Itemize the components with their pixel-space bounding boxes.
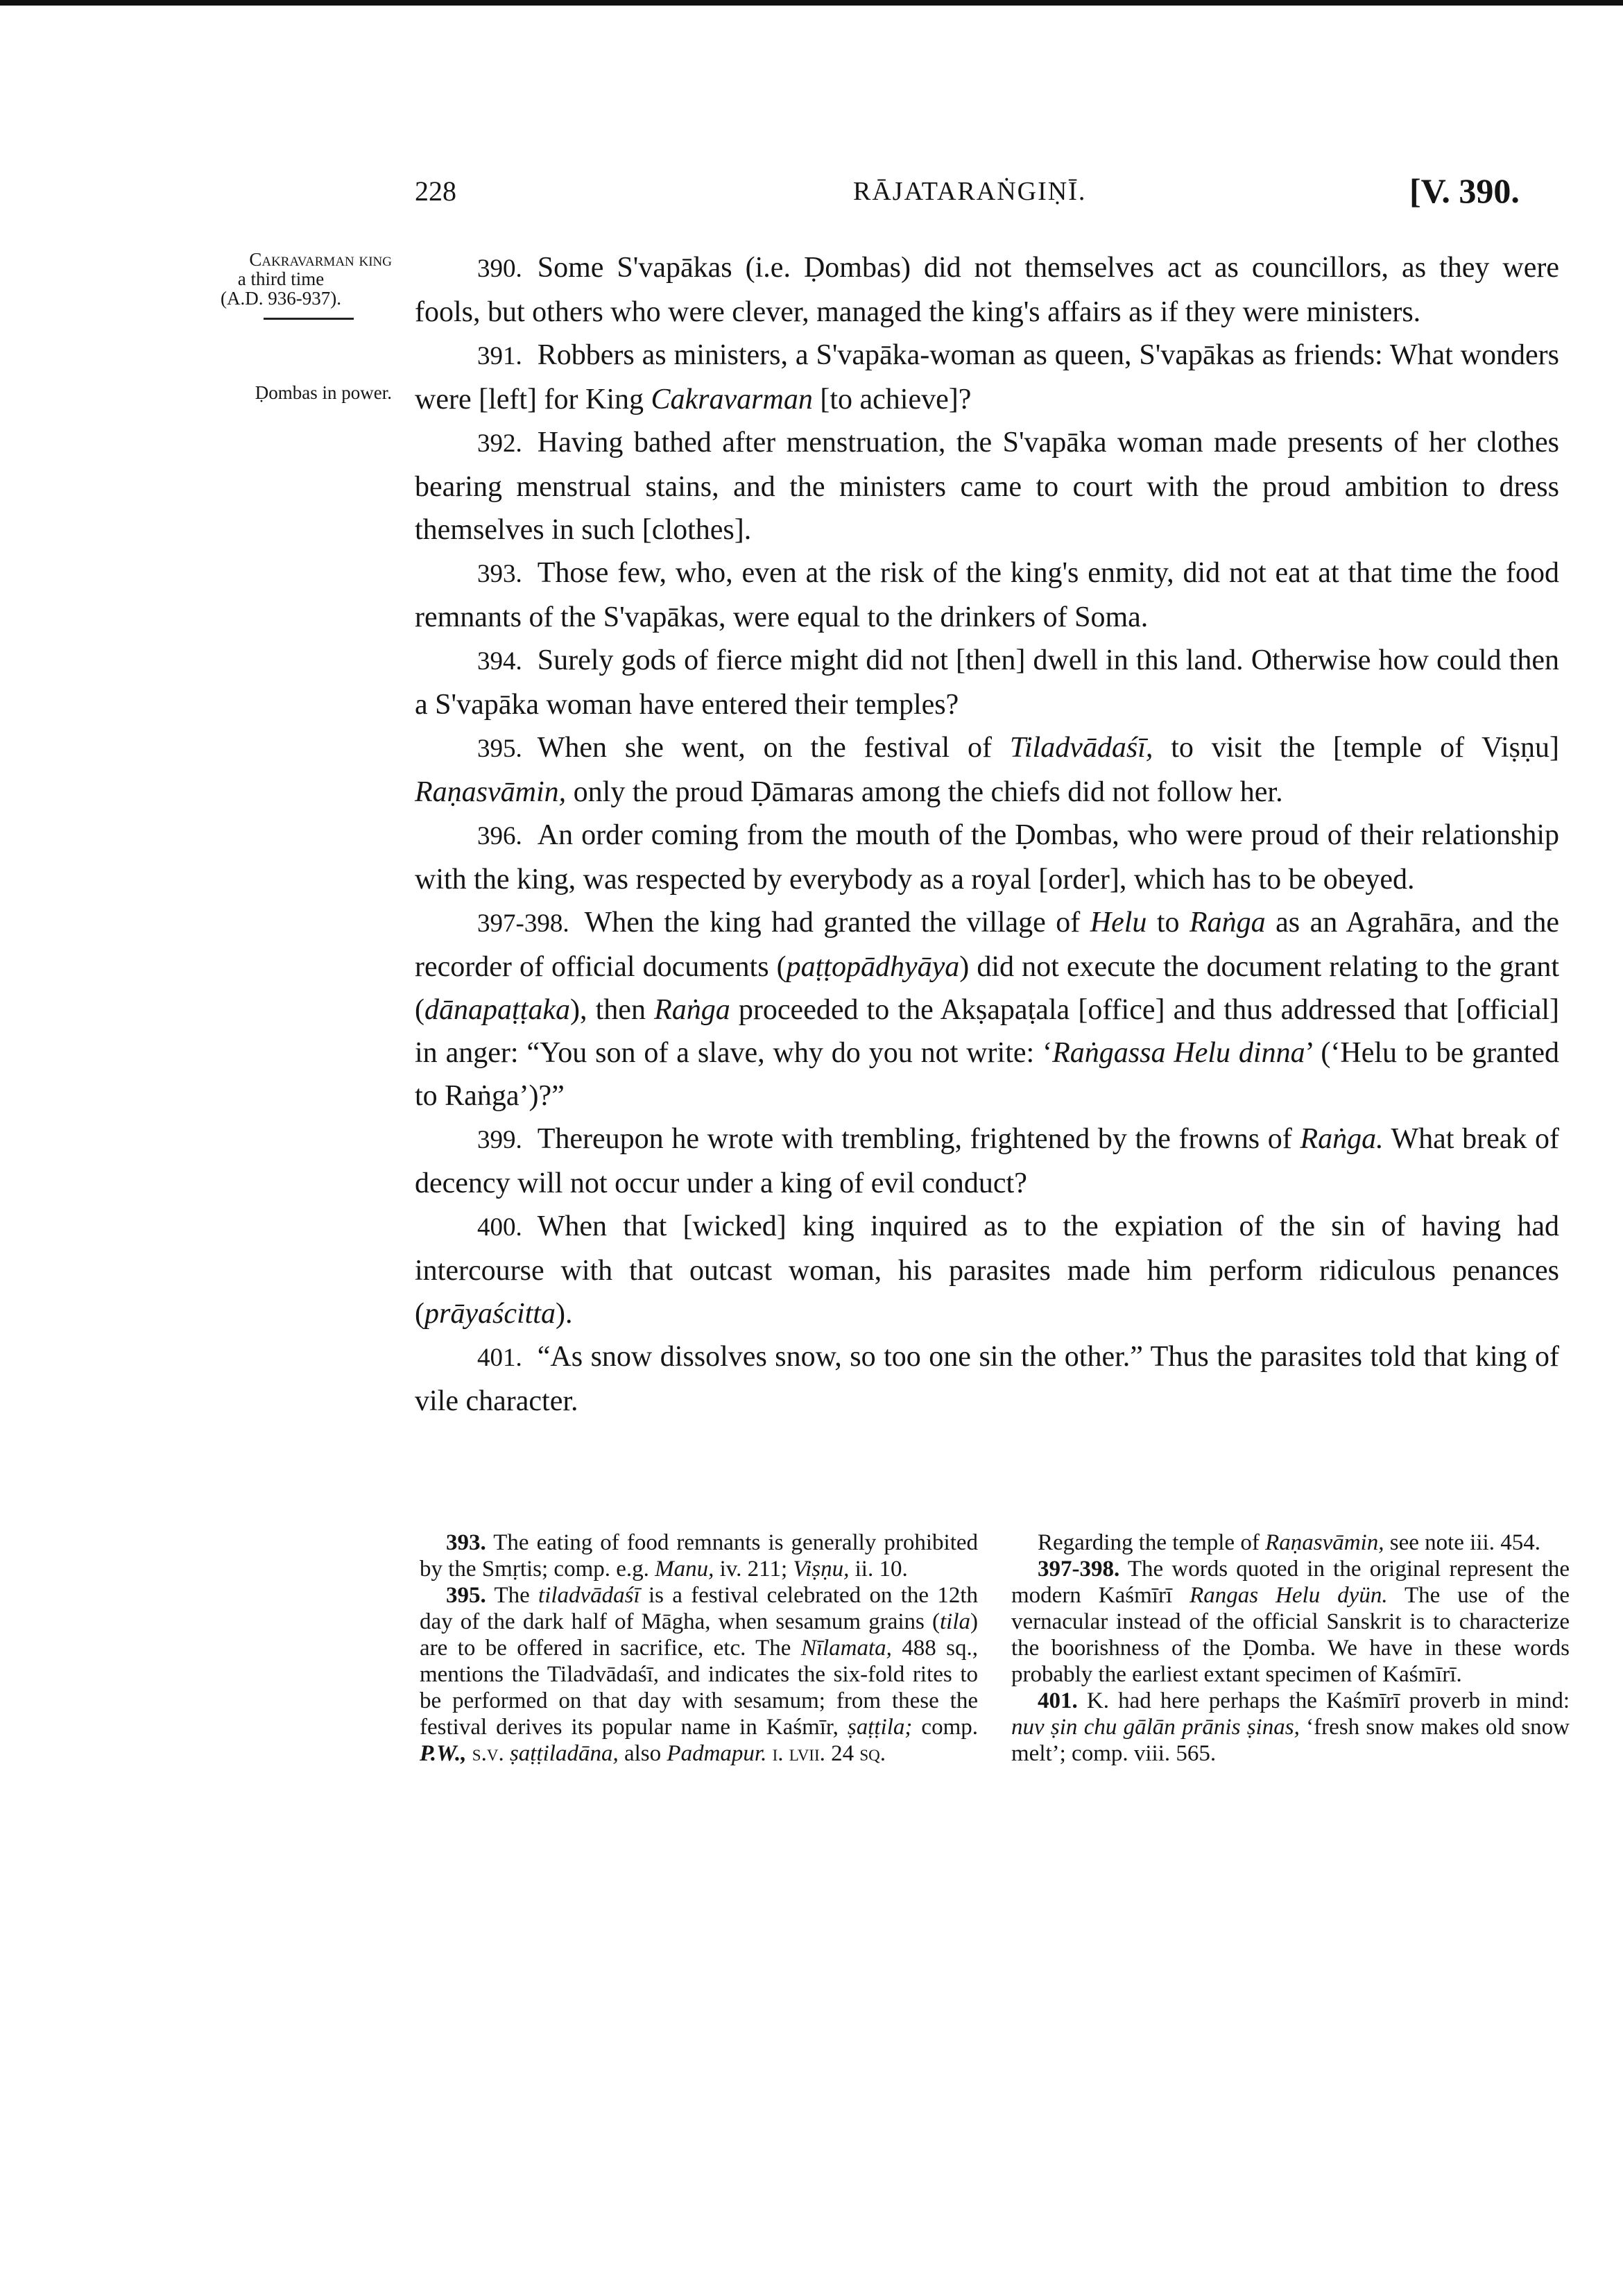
- verse: 393. Those few, who, even at the risk of the king's enmity, did not eat at that time the food remnants of the S'vapākas, were equal to the drinkers of Soma.: [415, 557, 1559, 633]
- verse: 392. Having bathed after menstruation, the S'vapāka woman made presents of her clothes bearing menstrual stains, and the ministers came to court with the proud ambition to dress themselves in such [clothes].: [415, 427, 1559, 546]
- footnote-continuation: Regarding the temple of Raṇasvāmin, see note iii. 454.: [1038, 1530, 1540, 1555]
- verse-number: 393.: [477, 560, 522, 588]
- verse: 399. Thereupon he wrote with trembling, frightened by the frowns of Raṅga. What break of decency will not occur under a king of evil conduct?: [415, 1123, 1559, 1199]
- verse: 394. Surely gods of fierce might did not [then] dwell in this land. Otherwise how could then a S'vapāka woman have entered their temples?: [415, 644, 1559, 721]
- footnote: 393. The eating of food remnants is generally prohibited by the Smṛtis; comp. e.g. Manu, iv. 211; Viṣṇu, ii. 10.: [420, 1530, 979, 1582]
- verse-number: 397-398.: [477, 909, 569, 938]
- verse: 391. Robbers as ministers, a S'vapāka-woman as queen, S'vapākas as friends: What wonders were [left] for King Cakravarman [to achieve]?: [415, 339, 1559, 415]
- margin-note-line: (A.D. 936-937).: [221, 288, 341, 309]
- verse-number: 396.: [477, 822, 522, 850]
- verse: 395. When she went, on the festival of Tiladvādaśī, to visit the [temple of Viṣṇu] Raṇasvāmin, only the proud Ḍāmaras among the chiefs did not follow her.: [415, 732, 1559, 808]
- section-reference: [V. 390.: [1409, 171, 1520, 210]
- footnote: 395. The tiladvādaśī is a festival celebrated on the 12th day of the dark half of Māgha, when sesamum grains (tila) are to be offered in sacrifice, etc. The Nīlamata, 488 sq., mentions the Tiladvādaśī, and indicates the six-fold rites to be performed on that day with sesamum; from these the festival derives its popular name in Kaśmīr, ṣaṭṭila; comp. P.W., s.v. ṣaṭṭiladāna, also Padmapur. i. lvii. 24 sq.: [420, 1583, 979, 1766]
- verse: 390. Some S'vapākas (i.e. Ḍombas) did not themselves act as councillors, as they were fools, but others who were clever, managed the king's affairs as if they were ministers.: [415, 252, 1559, 328]
- margin-note-line: a third time: [237, 268, 325, 289]
- margin-note-text: Ḍombas in power.: [255, 382, 392, 403]
- footnote-number: 401.: [1038, 1688, 1078, 1713]
- scan-border: [0, 0, 1623, 6]
- footnote: 401. K. had here perhaps the Kaśmīrī proverb in mind: nuv ṣin chu gālān prānis ṣinas, ‘fresh snow makes old snow melt’; comp. viii. 565.: [1011, 1688, 1570, 1766]
- running-header: [0, 171, 1623, 216]
- margin-note-cakravarman: [156, 250, 392, 320]
- verse: 397-398. When the king had granted the village of Helu to Raṅga as an Agrahāra, and the recorder of official documents (paṭṭopādhyāya) did not execute the document relating to the grant (dānapaṭṭaka), then Raṅga proceeded to the Akṣapaṭala [office] and thus addressed that [official] in anger: “You son of a slave, why do you not write: ‘Raṅgassa Helu dinna’ (‘Helu to be granted to Raṅga’)?”: [415, 907, 1560, 1112]
- footnote-number: 397-398.: [1038, 1557, 1120, 1582]
- verse-number: 395.: [477, 735, 522, 763]
- running-title: RĀJATARAṄGIṆĪ.: [853, 177, 1087, 206]
- verse-number: 399.: [477, 1126, 522, 1154]
- margin-note-dombas: [156, 383, 392, 402]
- page-number: 228: [415, 175, 456, 207]
- verse-number: 390.: [477, 255, 522, 283]
- verse-number: 392.: [477, 429, 522, 458]
- verse-number: 400.: [477, 1213, 522, 1242]
- verse-number: 394.: [477, 647, 522, 676]
- footnote-number: 395.: [446, 1583, 486, 1608]
- verse-number: 391.: [477, 342, 522, 370]
- margin-rule: [264, 318, 354, 320]
- footnote: 397-398. The words quoted in the original represent the modern Kaśmīrī Rangas Helu dyün. The use of the vernacular instead of the official Sanskrit is to characterize the boorishness of the Ḍomba. We have in these words probably the earliest extant specimen of Kaśmīrī.: [1011, 1557, 1570, 1687]
- footnotes-right-column: [1011, 1530, 1570, 1767]
- main-text: [415, 246, 1559, 1423]
- footnote-number: 393.: [446, 1530, 486, 1555]
- footnotes-left-column: [420, 1530, 978, 1767]
- margin-note-line: Cakravarman king: [249, 249, 392, 270]
- verse: 396. An order coming from the mouth of the Ḍombas, who were proud of their relationship with the king, was respected by everybody as a royal [order], which has to be obeyed.: [415, 819, 1559, 896]
- verse: 401. “As snow dissolves snow, so too one sin the other.” Thus the parasites told that king of vile character.: [415, 1341, 1559, 1417]
- verse-number: 401.: [477, 1344, 522, 1372]
- verse: 400. When that [wicked] king inquired as to the expiation of the sin of having had intercourse with that outcast woman, his parasites made him perform ridiculous penances (prāyaścitta).: [415, 1210, 1559, 1330]
